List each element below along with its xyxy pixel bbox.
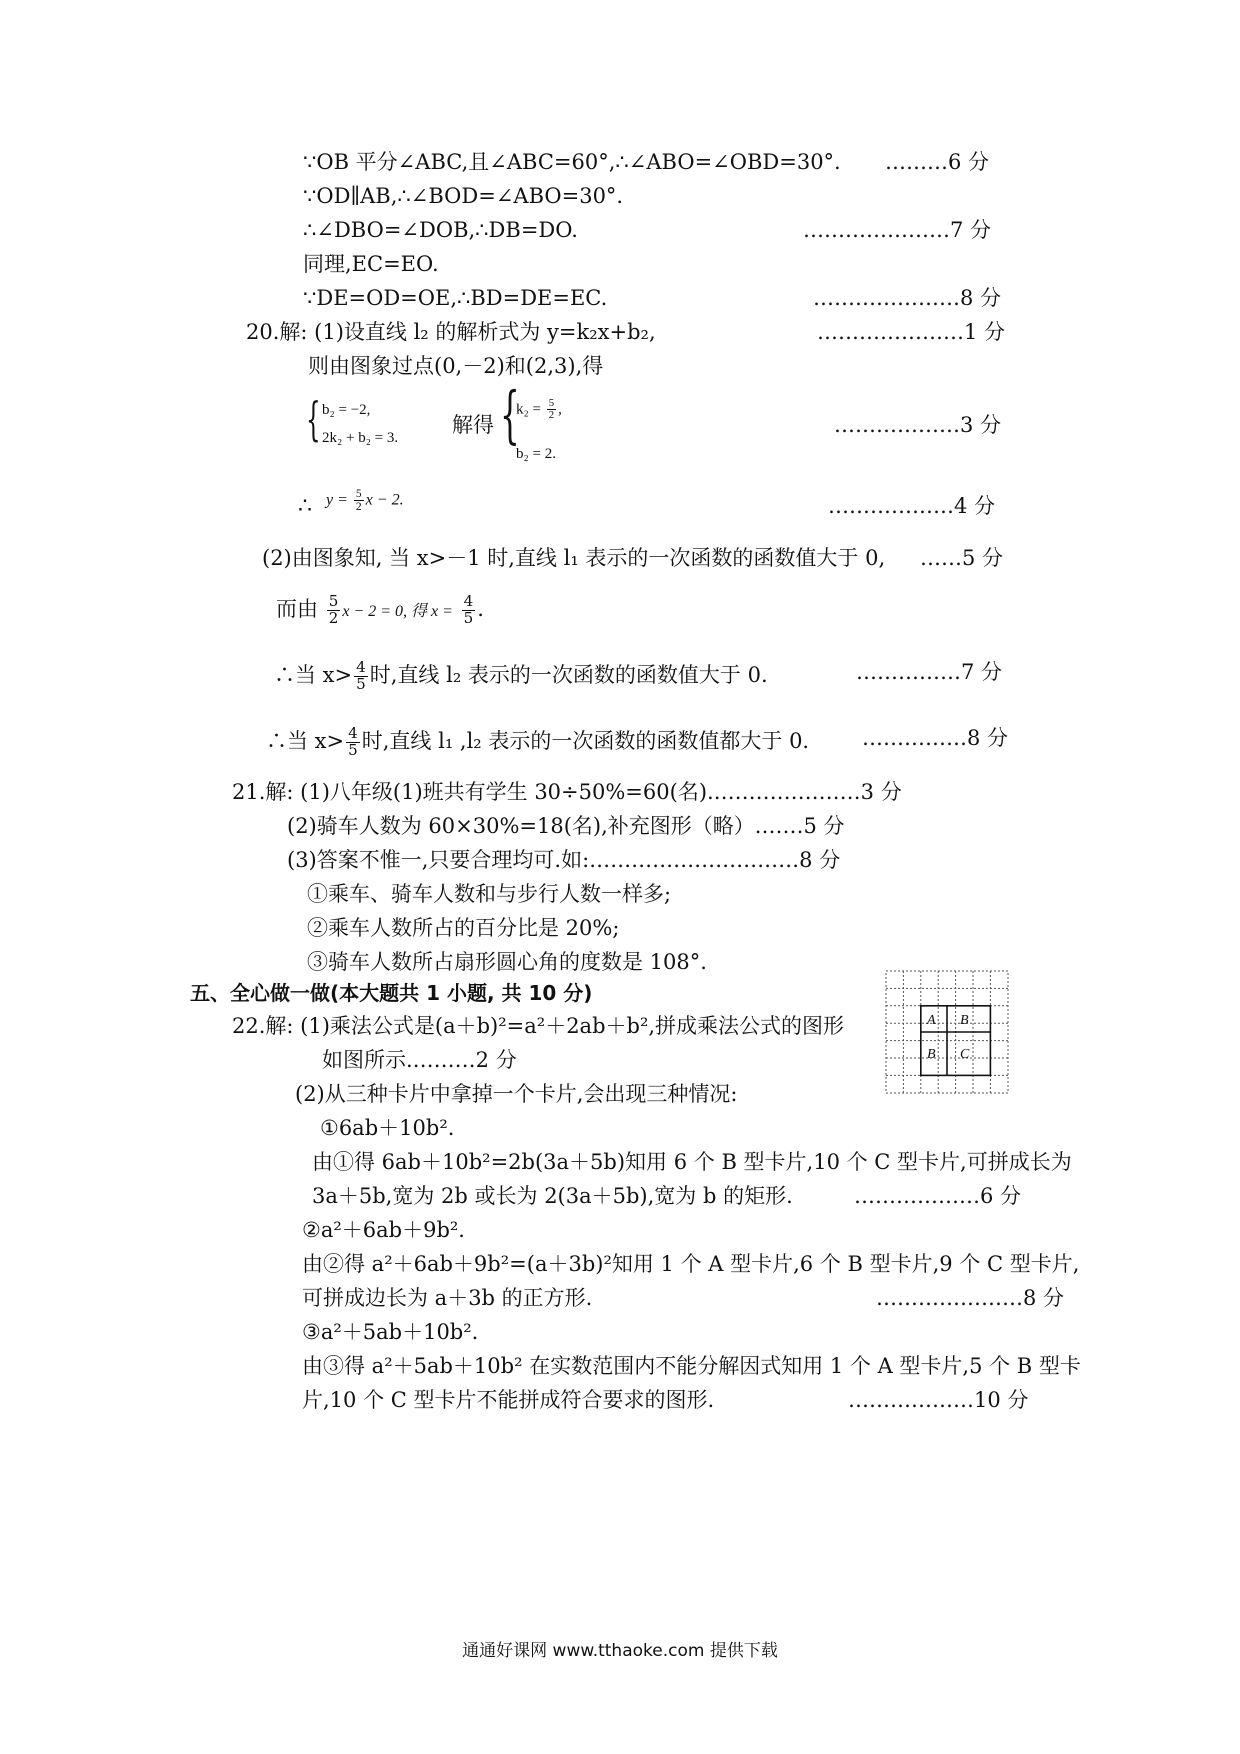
q20-score-5: ……5 分: [920, 546, 1004, 570]
eq-lhs: y =: [326, 491, 348, 509]
frac-num: 4: [348, 724, 358, 742]
frac-num: 5: [548, 397, 555, 409]
solve-label: 解得: [452, 413, 494, 437]
q20-part2-line-4: [266, 726, 809, 759]
text: ∴当 x>: [266, 728, 345, 753]
q19-score-8: …………………8 分: [813, 286, 1002, 310]
text: 时,直线 l₂ 表示的一次函数的函数值大于 0.: [369, 662, 768, 687]
fig-label-b2: B: [927, 1047, 936, 1062]
frac-num: 4: [463, 592, 474, 610]
q20-line-2: 则由图象过点(0,－2)和(2,3),得: [308, 354, 604, 378]
q22-line-4: ①6ab＋10b².: [320, 1116, 455, 1140]
q20-part2-line-1: (2)由图象知, 当 x>－1 时,直线 l₁ 表示的一次函数的函数值大于 0,: [262, 546, 886, 570]
q21-line-6: ③骑车人数所占扇形圆心角的度数是 108°.: [307, 950, 707, 974]
text: 时,直线 l₁ ,l₂ 表示的一次函数的函数值都大于 0.: [361, 728, 810, 753]
frac-den: 2: [548, 409, 555, 422]
q22-line-8: 由②得 a²＋6ab＋9b²=(a＋3b)²知用 1 个 A 型卡片,6 个 B 型卡片,9 个 C 型卡片,: [302, 1252, 1080, 1276]
q20-part2-line-2: 而由 $\frac{5}{2}$ x − 2 = 0, 得 x = $\frac{4}{5}$ .: [276, 592, 484, 627]
q21-line-2: (2)骑车人数为 60×30%=18(名),补充图形（略）.……5 分: [287, 814, 845, 838]
frac-num: 4: [356, 658, 366, 676]
q20-score-3: ………………3 分: [834, 413, 1002, 437]
frac-den: 2: [328, 608, 339, 627]
q22-score-10: ………………10 分: [848, 1388, 1029, 1412]
q19-line-3: ∴∠DBO=∠DOB,∴DB=DO.: [303, 218, 578, 242]
fraction-five-halves: [547, 398, 556, 422]
q19-line-5: ∵DE=OD=OE,∴BD=DE=EC.: [303, 286, 608, 310]
section-heading: 五、全心做一做(本大题共 1 小题, 共 10 分): [190, 981, 593, 1005]
q22-line-5: 由①得 6ab＋10b²=2b(3a＋5b)知用 6 个 B 型卡片,10 个 C 型卡片,可拼成长为: [312, 1150, 1072, 1174]
card-grid-figure: [885, 970, 1009, 1094]
q22-line-11: 由③得 a²＋5ab＋10b² 在实数范围内不能分解因式知用 1 个 A 型卡片,5 个 B 型卡: [302, 1354, 1081, 1378]
fraction: [462, 594, 476, 627]
fig-label-b1: B: [960, 1013, 969, 1028]
q19-line-2: ∵OD∥AB,∴∠BOD=∠ABO=30°.: [303, 184, 624, 208]
text: 而由: [276, 596, 318, 621]
page-footer: 通通好课网 www.tthaoke.com 提供下载: [462, 1641, 778, 1661]
q22-line-12: 片,10 个 C 型卡片不能拼成符合要求的图形.: [302, 1388, 715, 1412]
q22-line-1: 22.解: (1)乘法公式是(a＋b)²=a²＋2ab＋b²,拼成乘法公式的图形: [232, 1014, 845, 1038]
q20-part2-line-3: [274, 660, 768, 693]
frac-num: 5: [355, 488, 362, 500]
fraction-five-halves-2: [354, 488, 364, 513]
q19-score-6: ………6 分: [885, 150, 990, 174]
q20-line-1: 20.解: (1)设直线 l₂ 的解析式为 y=k₂x+b₂,: [246, 320, 656, 344]
system-b-eq1-lhs: k₂ =: [516, 401, 541, 418]
fraction: [354, 660, 368, 693]
system-a-eq1: b₂ = −2,: [322, 402, 371, 418]
q21-line-4: ①乘车、骑车人数和与步行人数一样多;: [307, 882, 672, 906]
q19-line-4: 同理,EC=EO.: [303, 252, 439, 276]
q22-score-8: …………………8 分: [876, 1286, 1065, 1310]
fig-label-c: C: [960, 1047, 970, 1062]
frac-den: 5: [463, 608, 474, 627]
system-a-eq2: 2k₂ + b₂ = 3.: [322, 430, 399, 446]
q20-score-7: ……………7 分: [856, 660, 1003, 684]
q22-line-3: (2)从三种卡片中拿掉一个卡片,会出现三种情况:: [295, 1082, 738, 1106]
q20-score-1: …………………1 分: [817, 320, 1006, 344]
text: ∴当 x>: [274, 662, 353, 687]
q19-line-1: ∵OB 平分∠ABC,且∠ABC=60°,∴∠ABO=∠OBD=30°.: [303, 150, 841, 174]
fraction: [346, 726, 360, 759]
frac-den: 2: [355, 501, 362, 514]
q19-score-7: …………………7 分: [803, 218, 992, 242]
system-b-eq1: k₂ = $\frac{5}{2}$ ,: [516, 397, 562, 422]
q21-line-1: 21.解: (1)八年级(1)班共有学生 30÷50%=60(名).…………………3 分: [232, 780, 902, 804]
q21-line-5: ②乘车人数所占的百分比是 20%;: [307, 916, 620, 940]
q20-score-4: ………………4 分: [828, 494, 996, 518]
q20-therefore: ∴: [298, 494, 312, 519]
system-b-eq2: b₂ = 2.: [516, 446, 556, 462]
fig-label-a: A: [927, 1013, 936, 1028]
left-brace-b: {: [500, 378, 520, 451]
left-brace-a: {: [306, 392, 321, 446]
q21-line-3: (3)答案不惟一,只要合理均可.如:…………………………8 分: [287, 848, 841, 872]
frac-num: 5: [328, 592, 339, 610]
q22-score-6: ………………6 分: [854, 1184, 1022, 1208]
frac-den: 5: [356, 674, 366, 693]
fraction: [327, 594, 341, 627]
q20-score-8: ……………8 分: [862, 726, 1009, 750]
q20-result-eq: [326, 488, 404, 513]
q22-line-7: ②a²＋6ab＋9b².: [302, 1218, 465, 1242]
text: x − 2 = 0, 得 x =: [342, 602, 453, 620]
q22-line-10: ③a²＋5ab＋10b².: [302, 1320, 479, 1344]
q22-line-6: 3a＋5b,宽为 2b 或长为 2(3a＋5b),宽为 b 的矩形.: [312, 1184, 793, 1208]
frac-den: 5: [348, 740, 358, 759]
eq-rhs: x − 2.: [365, 491, 404, 509]
q22-line-2: 如图所示.………2 分: [322, 1048, 517, 1072]
q22-line-9: 可拼成边长为 a＋3b 的正方形.: [302, 1286, 593, 1310]
